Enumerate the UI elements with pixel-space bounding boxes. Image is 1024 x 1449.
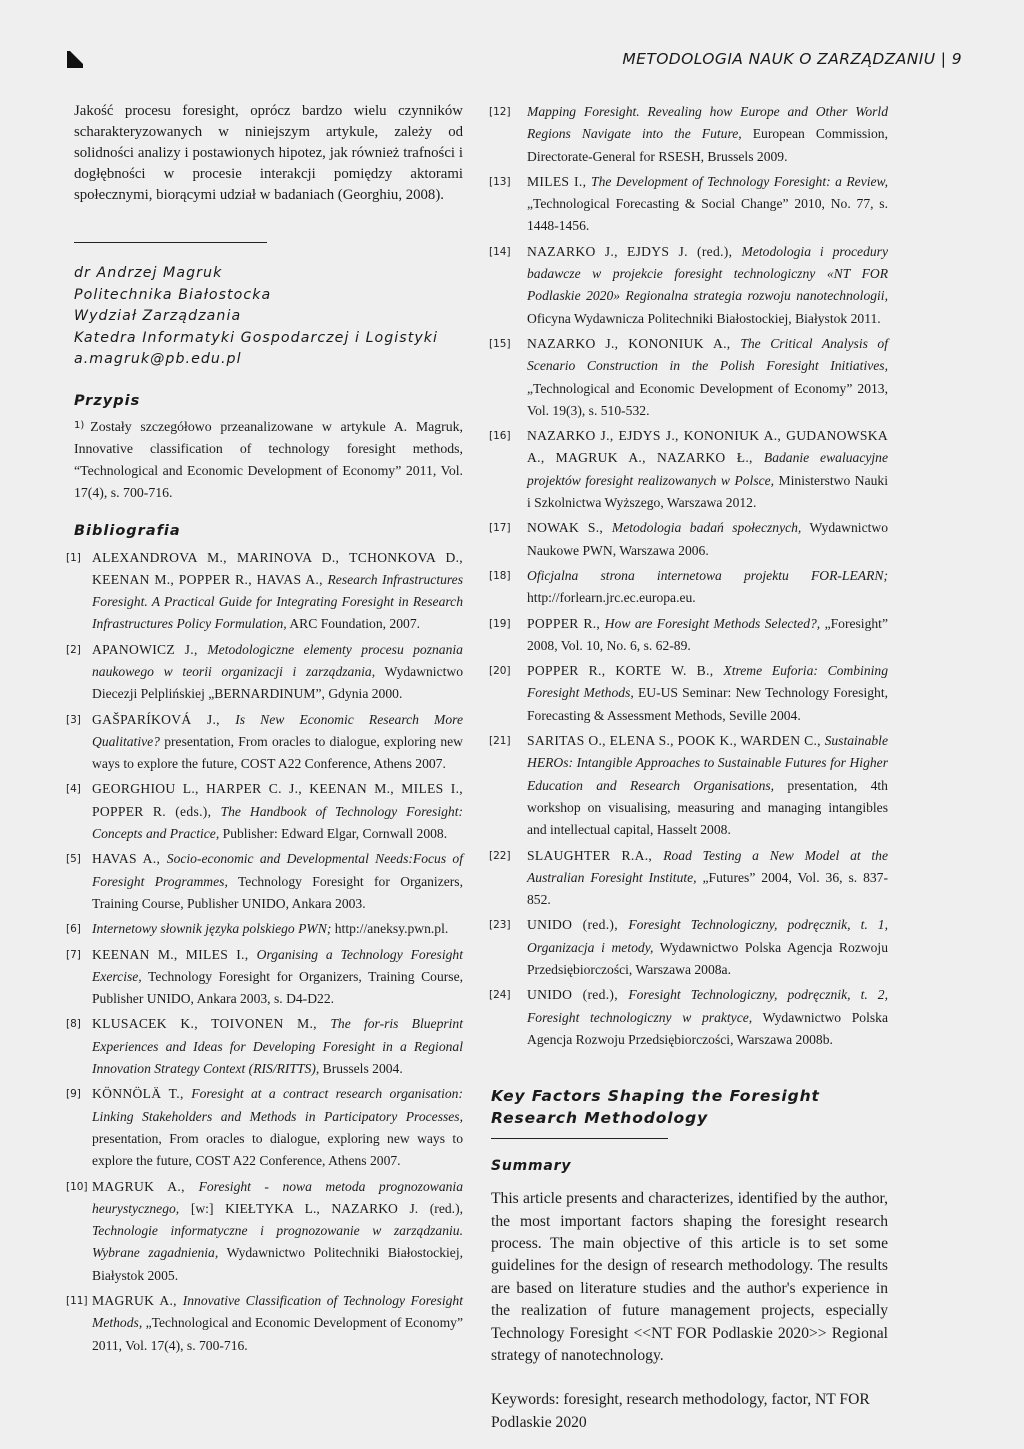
reference-rest: [w:] KIEŁTYKA L., NAZARKO J. (red.),: [179, 1200, 463, 1216]
reference-rest: Wydawnictwo Naukowe PWN, Warszawa 2006.: [527, 520, 888, 558]
reference-rest: „Foresight” 2008, Vol. 10, No. 6, s. 62-89.: [527, 615, 888, 653]
reference-item: [66, 848, 463, 915]
reference-rest: Ministerstwo Nauki i Szkolnictwa Wyższego, Warszawa 2012.: [527, 472, 888, 511]
reference-item: [66, 1290, 463, 1357]
reference-rest: Wydawnictwo Polska Agencja Rozwoju Przedsiębiorczości, Warszawa 2008a.: [527, 939, 888, 977]
reference-item: [491, 333, 888, 422]
reference-title: Foresight Technologiczny, podręcznik, t. 1, Organizacja i metody,: [527, 917, 889, 955]
publisher-logo-icon: [66, 51, 84, 69]
reference-item: [491, 241, 888, 330]
bibliography-heading: Bibliografia: [74, 522, 181, 539]
reference-title: The Handbook of Technology Foresight: Concepts and Practice,: [92, 803, 464, 842]
summary-text: This article presents and characterizes, identified by the author, the most important factors shaping the foresight research process. The main objective of this article is to set some guidelines for the design of research methodology. The results are based on literature studies and the author's experience in the realization of future management projects, especially Technology Foresight <<NT FOR Podlaskie 2020>> Regional strategy of nanotechnology.: [491, 1190, 888, 1365]
reference-rest-2: Wydawnictwo Politechniki Białostockiej, Białystok 2005.: [92, 1245, 463, 1283]
reference-item: [491, 845, 888, 912]
reference-item: [66, 709, 463, 776]
reference-authors: NAZARKO J., EJDYS J. (red.),: [527, 243, 742, 259]
author-department: Katedra Informatyki Gospodarczej i Logistyki: [74, 329, 439, 346]
reference-num: [13]: [489, 175, 511, 188]
reference-authors: POPPER R., KORTE W. B.,: [527, 663, 724, 679]
reference-item: [491, 660, 888, 727]
reference-title: Foresight Technologiczny, podręcznik, t. 2, Foresight technologiczny w praktyce,: [527, 987, 889, 1025]
reference-title-2: Technologie informatyczne i prognozowanie w zarządzaniu. Wybrane zagadnienia,: [92, 1223, 463, 1261]
reference-title: The for-ris Blueprint Experiences and Ideas for Developing Foresight in a Regional Innovation Strategy Context (RIS/RITTS),: [92, 1016, 464, 1077]
reference-item: [491, 914, 888, 981]
reference-rest: „Technological and Economic Development of Economy” 2011, Vol. 17(4), s. 700-716.: [92, 1315, 463, 1353]
keywords: Keywords: foresight, research methodology, factor, NT FOR Podlaskie 2020: [491, 1391, 870, 1431]
reference-num: [22]: [489, 849, 511, 862]
reference-authors: KEENAN M., MILES I.,: [92, 946, 257, 962]
author-university: Politechnika Białostocka: [74, 286, 272, 303]
reference-title: Sustainable HEROs: Intangible Approaches to Sustainable Futures for Higher Education and Research Organisations,: [527, 733, 888, 793]
reference-title: The Development of Technology Foresight: a Review,: [591, 173, 889, 189]
reference-rest: http://forlearn.jrc.ec.europa.eu.: [527, 590, 696, 606]
reference-authors: KLUSACEK K., TOIVONEN M.,: [92, 1016, 331, 1032]
reference-item: [66, 1176, 463, 1287]
reference-authors: ALEXANDROVA M., MARINOVA D., TCHONKOVA D., KEENAN M., POPPER R., HAVAS A.,: [92, 549, 463, 587]
reference-num: [1]: [66, 551, 81, 564]
left-column: [66, 101, 464, 1360]
reference-title: Metodologia i procedury badawcze w projekcie foresight technologiczny «NT FOR Podlaskie 2020» Regionalna strategia rozwoju nanotechnologii,: [527, 243, 888, 304]
right-column: [491, 101, 888, 1434]
reference-title: Mapping Foresight. Revealing how Europe and Other World Regions Navigate into the Future,: [527, 104, 888, 142]
author-name: dr Andrzej Magruk: [74, 265, 223, 281]
reference-num: [15]: [489, 337, 511, 350]
reference-num: [14]: [489, 245, 511, 258]
reference-num: [2]: [66, 643, 81, 656]
reference-item: [491, 425, 888, 514]
reference-num: [19]: [489, 617, 511, 630]
reference-authors: SLAUGHTER R.A.,: [527, 847, 664, 863]
reference-title: Xtreme Euforia: Combining Foresight Methods,: [527, 663, 888, 701]
reference-num: [10]: [66, 1180, 88, 1193]
reference-authors: SARITAS O., ELENA S., POOK K., WARDEN C.,: [527, 733, 825, 749]
reference-authors: MAGRUK A.,: [92, 1178, 199, 1194]
reference-authors: NOWAK S.,: [527, 520, 612, 536]
reference-rest: Oficyna Wydawnicza Politechniki Białostockiej, Białystok 2011.: [527, 310, 881, 326]
reference-num: [3]: [66, 713, 81, 726]
reference-authors: GEORGHIOU L., HARPER C. J., KEENAN M., MILES I., POPPER R. (eds.),: [92, 781, 463, 819]
reference-item: [491, 565, 888, 610]
reference-authors: NAZARKO J., KONONIUK A.,: [527, 335, 741, 351]
reference-item: [66, 639, 464, 706]
reference-title: Internetowy słownik języka polskiego PWN;: [92, 921, 332, 937]
reference-rest: presentation, 4th workshop on visualising, measuring and managing intangibles and intellectual capital, Hasselt 2008.: [527, 777, 888, 838]
reference-authors: MAGRUK A.,: [92, 1293, 183, 1308]
reference-rest: Brussels 2004.: [319, 1061, 403, 1077]
reference-authors: GAŠPARÍKOVÁ J.,: [92, 711, 236, 727]
bibliography-list-right: [491, 101, 888, 1051]
author-divider: [74, 242, 267, 243]
reference-title: Oficjalna strona internetowa projektu FOR-LEARN;: [527, 567, 888, 583]
footnote-text: Zostały szczegółowo przeanalizowane w artykule A. Magruk, Innovative classification of technology foresight methods, “Technological and Economic Development of Economy” 2011, Vol. 17(4), s. 700-716.: [74, 418, 463, 500]
reference-num: [6]: [66, 923, 81, 936]
reference-title: Is New Economic Research More Qualitative?: [92, 711, 463, 749]
reference-num: [23]: [489, 919, 511, 932]
reference-title: Innovative Classification of Technology Foresight Methods,: [92, 1293, 463, 1331]
reference-rest: „Technological and Economic Development of Economy” 2013, Vol. 19(3), s. 510-532.: [527, 380, 888, 418]
reference-title: The Critical Analysis of Scenario Construction in the Polish Foresight Initiatives,: [527, 335, 889, 374]
reference-rest: presentation, From oracles to dialogue, exploring new ways to explore the future, COST A22 Conference, Athens 2007.: [92, 1130, 463, 1169]
reference-item: [491, 730, 888, 841]
reference-num: [20]: [489, 665, 511, 678]
reference-title: Road Testing a New Model at the Australian Foresight Institute,: [527, 847, 889, 885]
reference-rest: Wydawnictwo Diecezji Pelplińskiej „BERNARDINUM”, Gdynia 2000.: [92, 663, 464, 702]
reference-item: [491, 171, 888, 238]
english-title: Key Factors Shaping the Foresight Research Methodology: [491, 1087, 820, 1128]
reference-title: Metodologiczne elementy procesu poznania naukowego w teorii organizacji i zarządzania,: [92, 641, 463, 679]
reference-num: [9]: [66, 1088, 81, 1101]
body-paragraph: Jakość procesu foresight, oprócz bardzo wielu czynników scharakteryzowanych w niniejszym artykule, zależy od solidności analizy i postawionych hipotez, jak również trafności i dogłębności w procesie interakcji pomiędzy aktorami społecznymi, biorącymi udział w badaniach (Georghiu, 2008).: [74, 103, 463, 203]
reference-num: [7]: [66, 948, 81, 961]
reference-title: Badanie ewaluacyjne projektów foresight realizowanych w Polsce,: [527, 450, 888, 488]
reference-num: [17]: [489, 522, 511, 535]
reference-authors: UNIDO (red.),: [527, 917, 629, 933]
reference-authors: HAVAS A.,: [92, 851, 167, 867]
reference-item: [491, 101, 888, 168]
reference-item: [66, 547, 464, 636]
reference-item: [66, 1013, 464, 1080]
reference-title: Metodologia badań społecznych,: [611, 520, 802, 536]
reference-rest: presentation, From oracles to dialogue, exploring new ways to explore the future, COST A22 Conference, Athens 2007.: [92, 733, 463, 772]
reference-rest: http://aneksy.pwn.pl.: [331, 921, 449, 937]
reference-title: Organising a Technology Foresight Exercise,: [92, 946, 463, 984]
author-affiliation: [74, 263, 463, 371]
reference-rest: Publisher: Edward Elgar, Cornwall 2008.: [219, 826, 448, 842]
reference-item: [66, 1083, 463, 1172]
reference-rest: ARC Foundation, 2007.: [286, 616, 421, 632]
reference-rest: EU-US Seminar: New Technology Foresight, Forecasting & Assessment Methods, Seville 2004.: [527, 685, 888, 723]
summary-heading: Summary: [491, 1158, 572, 1175]
reference-num: [21]: [489, 735, 511, 748]
reference-num: [11]: [66, 1295, 88, 1307]
reference-num: [4]: [66, 783, 81, 796]
reference-num: [12]: [489, 106, 511, 118]
reference-num: [8]: [66, 1018, 81, 1031]
reference-rest: Wydawnictwo Polska Agencja Rozwoju Przedsiębiorczości, Warszawa 2008b.: [527, 1009, 888, 1047]
reference-authors: APANOWICZ J.,: [92, 641, 208, 657]
reference-item: [491, 613, 888, 658]
reference-title: Socio-economic and Developmental Needs:Focus of Foresight Programmes,: [92, 851, 463, 889]
reference-rest: European Commission, Directorate-General for RSESH, Brussels 2009.: [527, 126, 888, 164]
reference-item: [66, 778, 464, 845]
reference-num: [18]: [489, 569, 511, 582]
reference-authors: KÖNNÖLÄ T.,: [92, 1086, 192, 1102]
reference-title: Foresight at a contract research organisation: Linking Stakeholders and Methods in Participatory Processes,: [92, 1086, 463, 1124]
reference-authors: POPPER R.,: [527, 615, 605, 631]
running-head: METODOLOGIA NAUK O ZARZĄDZANIU | 9: [622, 50, 962, 68]
bibliography-list-left: [66, 547, 464, 1357]
reference-rest: „Technological Forecasting & Social Change” 2010, No. 77, s. 1448-1456.: [527, 196, 888, 234]
footnote: [74, 415, 463, 504]
footnote-marker: 1): [74, 419, 85, 431]
reference-authors: UNIDO (red.),: [527, 987, 629, 1003]
reference-item: [66, 944, 463, 1011]
author-email: a.magruk@pb.edu.pl: [74, 351, 242, 367]
reference-item: [66, 918, 463, 940]
reference-rest: „Futures” 2004, Vol. 36, s. 837-852.: [527, 869, 888, 908]
title-divider: [491, 1138, 668, 1139]
reference-rest: Technology Foresight for Organizers, Training Course, Publisher UNIDO, Ankara 2003, s. D4-D22.: [92, 968, 463, 1007]
reference-authors: MILES I.,: [527, 173, 592, 189]
reference-item: [491, 517, 888, 562]
reference-num: [24]: [489, 989, 511, 1002]
reference-title: Foresight - nowa metoda prognozowania heurystycznego,: [92, 1178, 463, 1216]
reference-title: Research Infrastructures Foresight. A Practical Guide for Integrating Foresight in Research Infrastructures Policy Formulation,: [92, 571, 464, 632]
reference-item: [491, 984, 888, 1051]
reference-authors: NAZARKO J., EJDYS J., KONONIUK A., GUDANOWSKA A., MAGRUK A., NAZARKO Ł.,: [527, 428, 888, 466]
author-faculty: Wydział Zarządzania: [74, 308, 242, 324]
reference-num: [16]: [489, 430, 511, 443]
footnote-heading: Przypis: [74, 392, 141, 409]
reference-title: How are Foresight Methods Selected?,: [604, 615, 821, 631]
reference-num: [5]: [66, 853, 81, 866]
reference-rest: Technology Foresight for Organizers, Training Course, Publisher UNIDO, Ankara 2003.: [92, 873, 463, 911]
